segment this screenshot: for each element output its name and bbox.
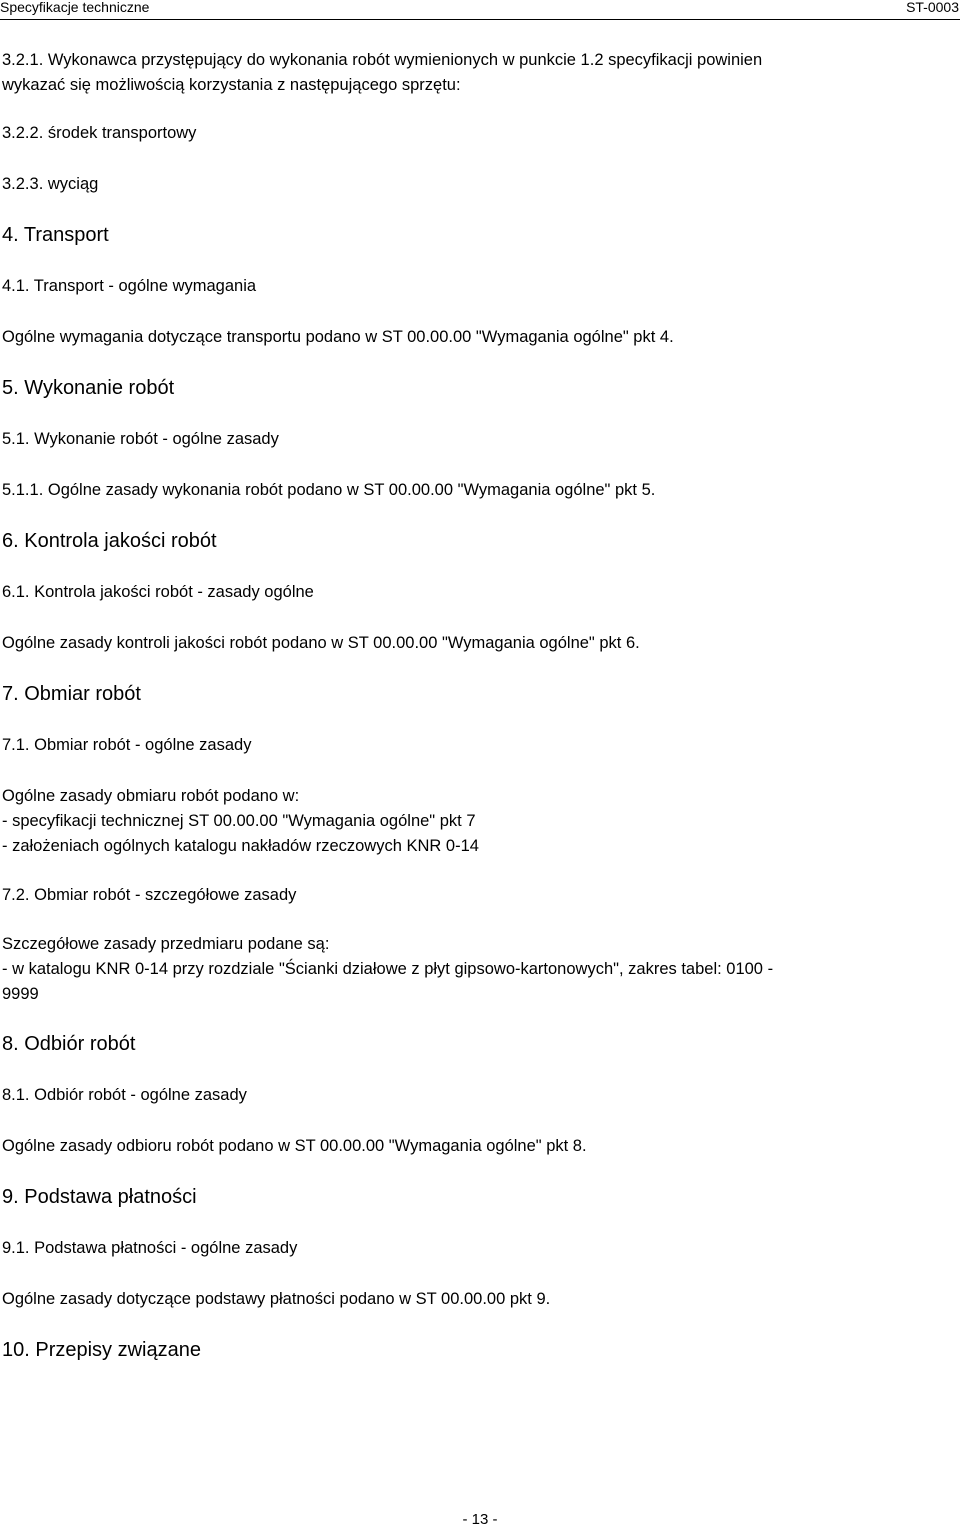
- paragraph-8-1: Ogólne zasady odbioru robót podano w ST 00.00.00 "Wymagania ogólne" pkt 8.: [2, 1137, 587, 1155]
- paragraph-7-2-line-1: Szczegółowe zasady przedmiaru podane są:: [2, 935, 330, 953]
- paragraph-7-1-line-2: - specyfikacji technicznej ST 00.00.00 "Wymagania ogólne" pkt 7: [2, 812, 476, 830]
- item-3-2-2: 3.2.2. środek transportowy: [2, 124, 197, 142]
- subheading-5-1: 5.1. Wykonanie robót - ogólne zasady: [2, 430, 279, 448]
- subheading-8-1: 8.1. Odbiór robót - ogólne zasady: [2, 1086, 247, 1104]
- heading-section-9: 9. Podstawa płatności: [2, 1186, 197, 1208]
- heading-section-5: 5. Wykonanie robót: [2, 377, 175, 399]
- page-number: - 13 -: [462, 1511, 498, 1528]
- page-header: [0, 0, 960, 20]
- heading-section-7: 7. Obmiar robót: [2, 683, 141, 705]
- heading-section-6: 6. Kontrola jakości robót: [2, 530, 217, 552]
- paragraph-3-2-1-line-1: 3.2.1. Wykonawca przystępujący do wykonania robót wymienionych w punkcie 1.2 specyfikacji powinien: [2, 51, 763, 69]
- subheading-7-1: 7.1. Obmiar robót - ogólne zasady: [2, 736, 252, 754]
- paragraph-9-1: Ogólne zasady dotyczące podstawy płatności podano w ST 00.00.00 pkt 9.: [2, 1290, 551, 1308]
- subheading-4-1: 4.1. Transport - ogólne wymagania: [2, 277, 257, 295]
- subheading-7-2: 7.2. Obmiar robót - szczegółowe zasady: [2, 886, 297, 904]
- header-spec-code: ST-0003: [906, 0, 959, 15]
- paragraph-3-2-1-line-2: wykazać się możliwością korzystania z następującego sprzętu:: [2, 76, 461, 94]
- heading-section-10: 10. Przepisy związane: [2, 1339, 201, 1361]
- heading-section-4: 4. Transport: [2, 224, 109, 246]
- paragraph-7-2-line-3: 9999: [2, 985, 39, 1003]
- paragraph-6-1: Ogólne zasady kontroli jakości robót podano w ST 00.00.00 "Wymagania ogólne" pkt 6.: [2, 634, 640, 652]
- subheading-9-1: 9.1. Podstawa płatności - ogólne zasady: [2, 1239, 298, 1257]
- paragraph-7-1-line-1: Ogólne zasady obmiaru robót podano w:: [2, 787, 300, 805]
- paragraph-4-1: Ogólne wymagania dotyczące transportu podano w ST 00.00.00 "Wymagania ogólne" pkt 4.: [2, 328, 674, 346]
- heading-section-8: 8. Odbiór robót: [2, 1033, 136, 1055]
- paragraph-5-1-1: 5.1.1. Ogólne zasady wykonania robót podano w ST 00.00.00 "Wymagania ogólne" pkt 5.: [2, 481, 656, 499]
- paragraph-7-2-line-2: - w katalogu KNR 0-14 przy rozdziale "Ścianki działowe z płyt gipsowo-kartonowych", zakres tabel: 0100 -: [2, 960, 774, 978]
- paragraph-7-1-line-3: - założeniach ogólnych katalogu nakładów rzeczowych KNR 0-14: [2, 837, 479, 855]
- subheading-6-1: 6.1. Kontrola jakości robót - zasady ogólne: [2, 583, 314, 601]
- header-document-title: Specyfikacje techniczne: [0, 0, 150, 15]
- item-3-2-3: 3.2.3. wyciąg: [2, 175, 99, 193]
